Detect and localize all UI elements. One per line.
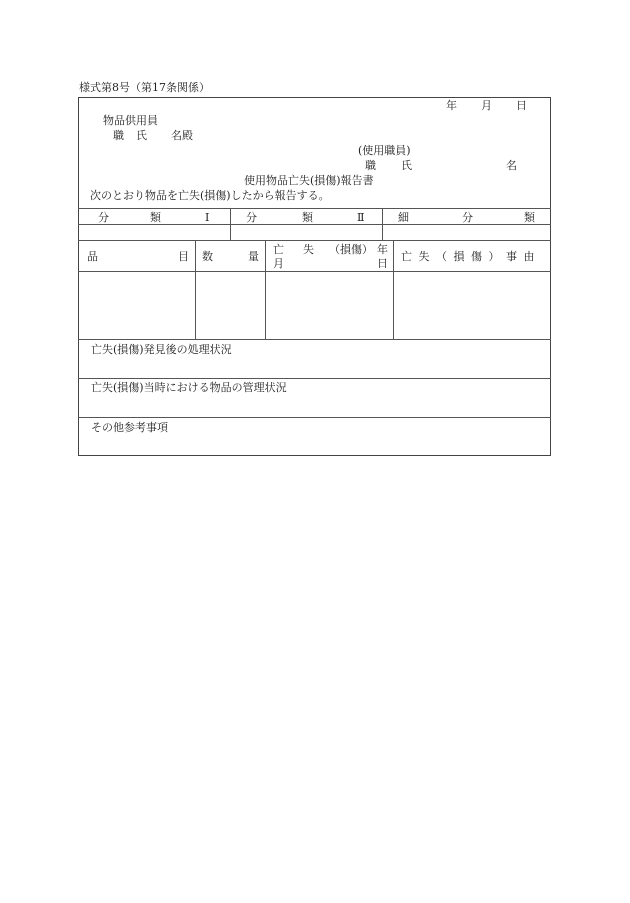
- form-number: 様式第8号（第17条関係）: [79, 81, 210, 94]
- divider: [265, 240, 266, 339]
- divider: [195, 240, 196, 339]
- addressee-title: 物品供用員: [103, 114, 158, 127]
- intro-sentence: 次のとおり物品を亡失(損傷)したから報告する。: [90, 189, 330, 202]
- other-notes-label: その他参考事項: [91, 421, 168, 434]
- addressee-name-suffix: 名殿: [171, 129, 193, 142]
- date-col-label-a: 亡: [273, 243, 284, 256]
- quantity-label-a: 数: [202, 250, 213, 263]
- divider: [78, 208, 551, 209]
- date-col-label-f: 日: [377, 257, 388, 270]
- date-col-label-c: （損傷）: [329, 243, 373, 256]
- divider: [78, 224, 551, 225]
- quantity-label-b: 量: [248, 250, 259, 263]
- divider: [78, 417, 551, 418]
- class2-number: Ⅱ: [357, 211, 365, 224]
- sender-shoku: 職: [365, 159, 376, 172]
- class2-label-a: 分: [246, 211, 257, 224]
- report-form-frame: [78, 97, 551, 456]
- divider: [78, 240, 551, 241]
- document-title: 使用物品亡失(損傷)報告書: [244, 174, 374, 187]
- divider: [393, 240, 394, 339]
- date-col-label-e: 月: [273, 257, 284, 270]
- class3-label-a: 細: [398, 211, 409, 224]
- management-status-label: 亡失(損傷)当時における物品の管理状況: [91, 381, 287, 394]
- sender-shi: 氏: [401, 159, 412, 172]
- addressee-shoku: 職: [113, 129, 124, 142]
- date-col-label-d: 年: [377, 243, 388, 256]
- divider: [78, 271, 551, 272]
- divider: [78, 339, 551, 340]
- divider: [78, 378, 551, 379]
- sender-mei: 名: [506, 159, 517, 172]
- hinmoku-label-b: 目: [178, 250, 189, 263]
- class2-label-b: 類: [302, 211, 313, 224]
- date-day-label: 日: [516, 99, 527, 112]
- reason-label: 亡失（損傷）事由: [401, 250, 541, 263]
- class1-label-b: 類: [150, 211, 161, 224]
- hinmoku-label-a: 品: [87, 250, 98, 263]
- class3-label-c: 類: [524, 211, 535, 224]
- date-year-label: 年: [446, 99, 457, 112]
- date-col-label-b: 失: [303, 243, 314, 256]
- divider: [230, 208, 231, 240]
- class1-number: Ⅰ: [205, 211, 210, 224]
- addressee-shi: 氏: [136, 129, 147, 142]
- date-month-label: 月: [481, 99, 492, 112]
- divider: [382, 208, 383, 240]
- after-discovery-label: 亡失(損傷)発見後の処理状況: [91, 343, 232, 356]
- sender-role: (使用職員): [358, 144, 411, 157]
- class1-label-a: 分: [98, 211, 109, 224]
- class3-label-b: 分: [462, 211, 473, 224]
